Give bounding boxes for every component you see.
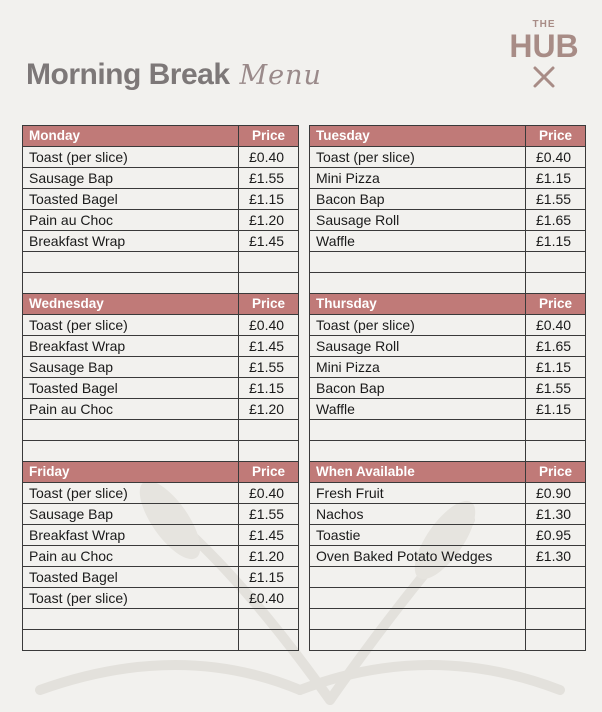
menu-item-row [23,546,299,567]
empty-cell [526,567,586,588]
menu-item-row [23,588,299,609]
menu-item-row [23,399,299,420]
item-price: £0.40 [239,315,299,336]
empty-cell [310,609,526,630]
menu-item-row [23,336,299,357]
block-header-row [23,126,299,147]
item-price: £1.45 [239,231,299,252]
menu-block-wednesday [22,293,299,462]
item-price: £1.55 [526,378,586,399]
price-heading: Price [526,294,586,315]
menu-item-row [23,567,299,588]
item-name: Bacon Bap [310,189,526,210]
empty-row [310,567,586,588]
title-main-text: Morning Break [26,58,230,91]
item-price: £1.15 [239,567,299,588]
item-name: Fresh Fruit [310,483,526,504]
price-heading: Price [526,126,586,147]
price-heading: Price [526,462,586,483]
empty-row [23,420,299,441]
empty-cell [310,630,526,651]
item-price: £1.15 [526,168,586,189]
menu-block-monday [22,125,299,294]
empty-cell [310,588,526,609]
menu-item-row [310,315,586,336]
item-name: Toast (per slice) [23,483,239,504]
menu-item-row [310,231,586,252]
menu-item-row [310,147,586,168]
item-price: £1.15 [239,189,299,210]
item-price: £1.20 [239,210,299,231]
item-name: Breakfast Wrap [23,525,239,546]
empty-cell [239,252,299,273]
empty-row [23,609,299,630]
item-price: £1.55 [239,168,299,189]
crossed-fork-knife-icon [531,64,557,90]
empty-row [310,609,586,630]
item-name: Toast (per slice) [23,315,239,336]
menu-item-row [23,357,299,378]
empty-row [23,273,299,294]
item-name: Toast (per slice) [310,147,526,168]
menu-item-row [310,378,586,399]
item-name: Nachos [310,504,526,525]
item-price: £1.20 [239,546,299,567]
empty-row [23,441,299,462]
empty-cell [526,420,586,441]
block-header-row [310,126,586,147]
item-name: Oven Baked Potato Wedges [310,546,526,567]
item-price: £0.40 [239,588,299,609]
menu-block-tuesday [309,125,586,294]
empty-row [310,273,586,294]
item-price: £1.45 [239,525,299,546]
item-name: Breakfast Wrap [23,231,239,252]
menu-block-thursday [309,293,586,462]
menu-item-row [310,525,586,546]
item-name: Toasted Bagel [23,567,239,588]
item-name: Pain au Choc [23,546,239,567]
item-name: Toast (per slice) [310,315,526,336]
empty-cell [526,630,586,651]
item-name: Mini Pizza [310,168,526,189]
empty-cell [23,609,239,630]
day-heading: Tuesday [310,126,526,147]
empty-cell [526,441,586,462]
day-heading: Monday [23,126,239,147]
menu-block-when-available [309,461,586,651]
empty-row [310,420,586,441]
item-name: Sausage Bap [23,168,239,189]
item-price: £1.15 [239,378,299,399]
item-price: £1.15 [526,357,586,378]
menu-item-row [23,378,299,399]
block-header-row [310,462,586,483]
empty-cell [23,252,239,273]
block-header-row [23,462,299,483]
empty-cell [239,630,299,651]
price-heading: Price [239,294,299,315]
block-header-row [310,294,586,315]
empty-row [310,441,586,462]
empty-cell [23,441,239,462]
empty-cell [239,420,299,441]
day-heading: Thursday [310,294,526,315]
item-price: £1.65 [526,336,586,357]
item-price: £1.55 [526,189,586,210]
empty-cell [23,420,239,441]
item-price: £1.55 [239,504,299,525]
empty-cell [310,273,526,294]
menu-item-row [310,189,586,210]
item-name: Toast (per slice) [23,588,239,609]
empty-cell [310,252,526,273]
logo-hub-text: HUB [509,28,579,64]
day-heading: When Available [310,462,526,483]
item-name: Breakfast Wrap [23,336,239,357]
item-price: £1.45 [239,336,299,357]
empty-row [310,588,586,609]
hub-logo [508,20,580,100]
item-price: £1.55 [239,357,299,378]
empty-cell [23,273,239,294]
item-price: £1.30 [526,546,586,567]
menu-item-row [23,168,299,189]
item-price: £0.40 [239,483,299,504]
empty-row [310,252,586,273]
empty-row [310,630,586,651]
menu-item-row [310,210,586,231]
item-price: £1.20 [239,399,299,420]
item-name: Waffle [310,231,526,252]
item-name: Waffle [310,399,526,420]
price-heading: Price [239,462,299,483]
empty-cell [526,609,586,630]
item-name: Toastie [310,525,526,546]
menu-item-row [310,168,586,189]
item-price: £1.15 [526,399,586,420]
item-price: £0.40 [239,147,299,168]
day-heading: Friday [23,462,239,483]
item-name: Sausage Bap [23,504,239,525]
empty-cell [310,420,526,441]
empty-cell [239,441,299,462]
day-heading: Wednesday [23,294,239,315]
item-name: Sausage Roll [310,336,526,357]
empty-cell [310,567,526,588]
item-price: £1.30 [526,504,586,525]
menu-title [26,58,322,98]
title-script-text: Menu [239,60,322,91]
item-price: £0.90 [526,483,586,504]
menu-item-row [310,336,586,357]
block-header-row [23,294,299,315]
logo-the-text: THE [532,19,556,30]
price-heading: Price [239,126,299,147]
item-price: £1.15 [526,231,586,252]
menu-item-row [23,189,299,210]
item-name: Toast (per slice) [23,147,239,168]
empty-cell [23,630,239,651]
item-name: Pain au Choc [23,210,239,231]
empty-cell [526,588,586,609]
empty-row [23,630,299,651]
menu-item-row [23,315,299,336]
menu-item-row [310,546,586,567]
empty-cell [310,441,526,462]
menu-item-row [23,147,299,168]
menu-item-row [310,504,586,525]
menu-item-row [23,483,299,504]
item-price: £0.40 [526,147,586,168]
menu-item-row [23,525,299,546]
empty-cell [526,273,586,294]
empty-cell [526,252,586,273]
empty-cell [239,609,299,630]
empty-cell [239,273,299,294]
item-name: Sausage Bap [23,357,239,378]
empty-row [23,252,299,273]
item-price: £1.65 [526,210,586,231]
item-name: Toasted Bagel [23,189,239,210]
item-name: Bacon Bap [310,378,526,399]
item-name: Sausage Roll [310,210,526,231]
menu-item-row [310,399,586,420]
menu-item-row [310,357,586,378]
menu-block-friday [22,461,299,651]
item-name: Pain au Choc [23,399,239,420]
item-price: £0.95 [526,525,586,546]
item-name: Toasted Bagel [23,378,239,399]
item-price: £0.40 [526,315,586,336]
menu-item-row [310,483,586,504]
menu-item-row [23,504,299,525]
menu-item-row [23,231,299,252]
menu-item-row [23,210,299,231]
item-name: Mini Pizza [310,357,526,378]
